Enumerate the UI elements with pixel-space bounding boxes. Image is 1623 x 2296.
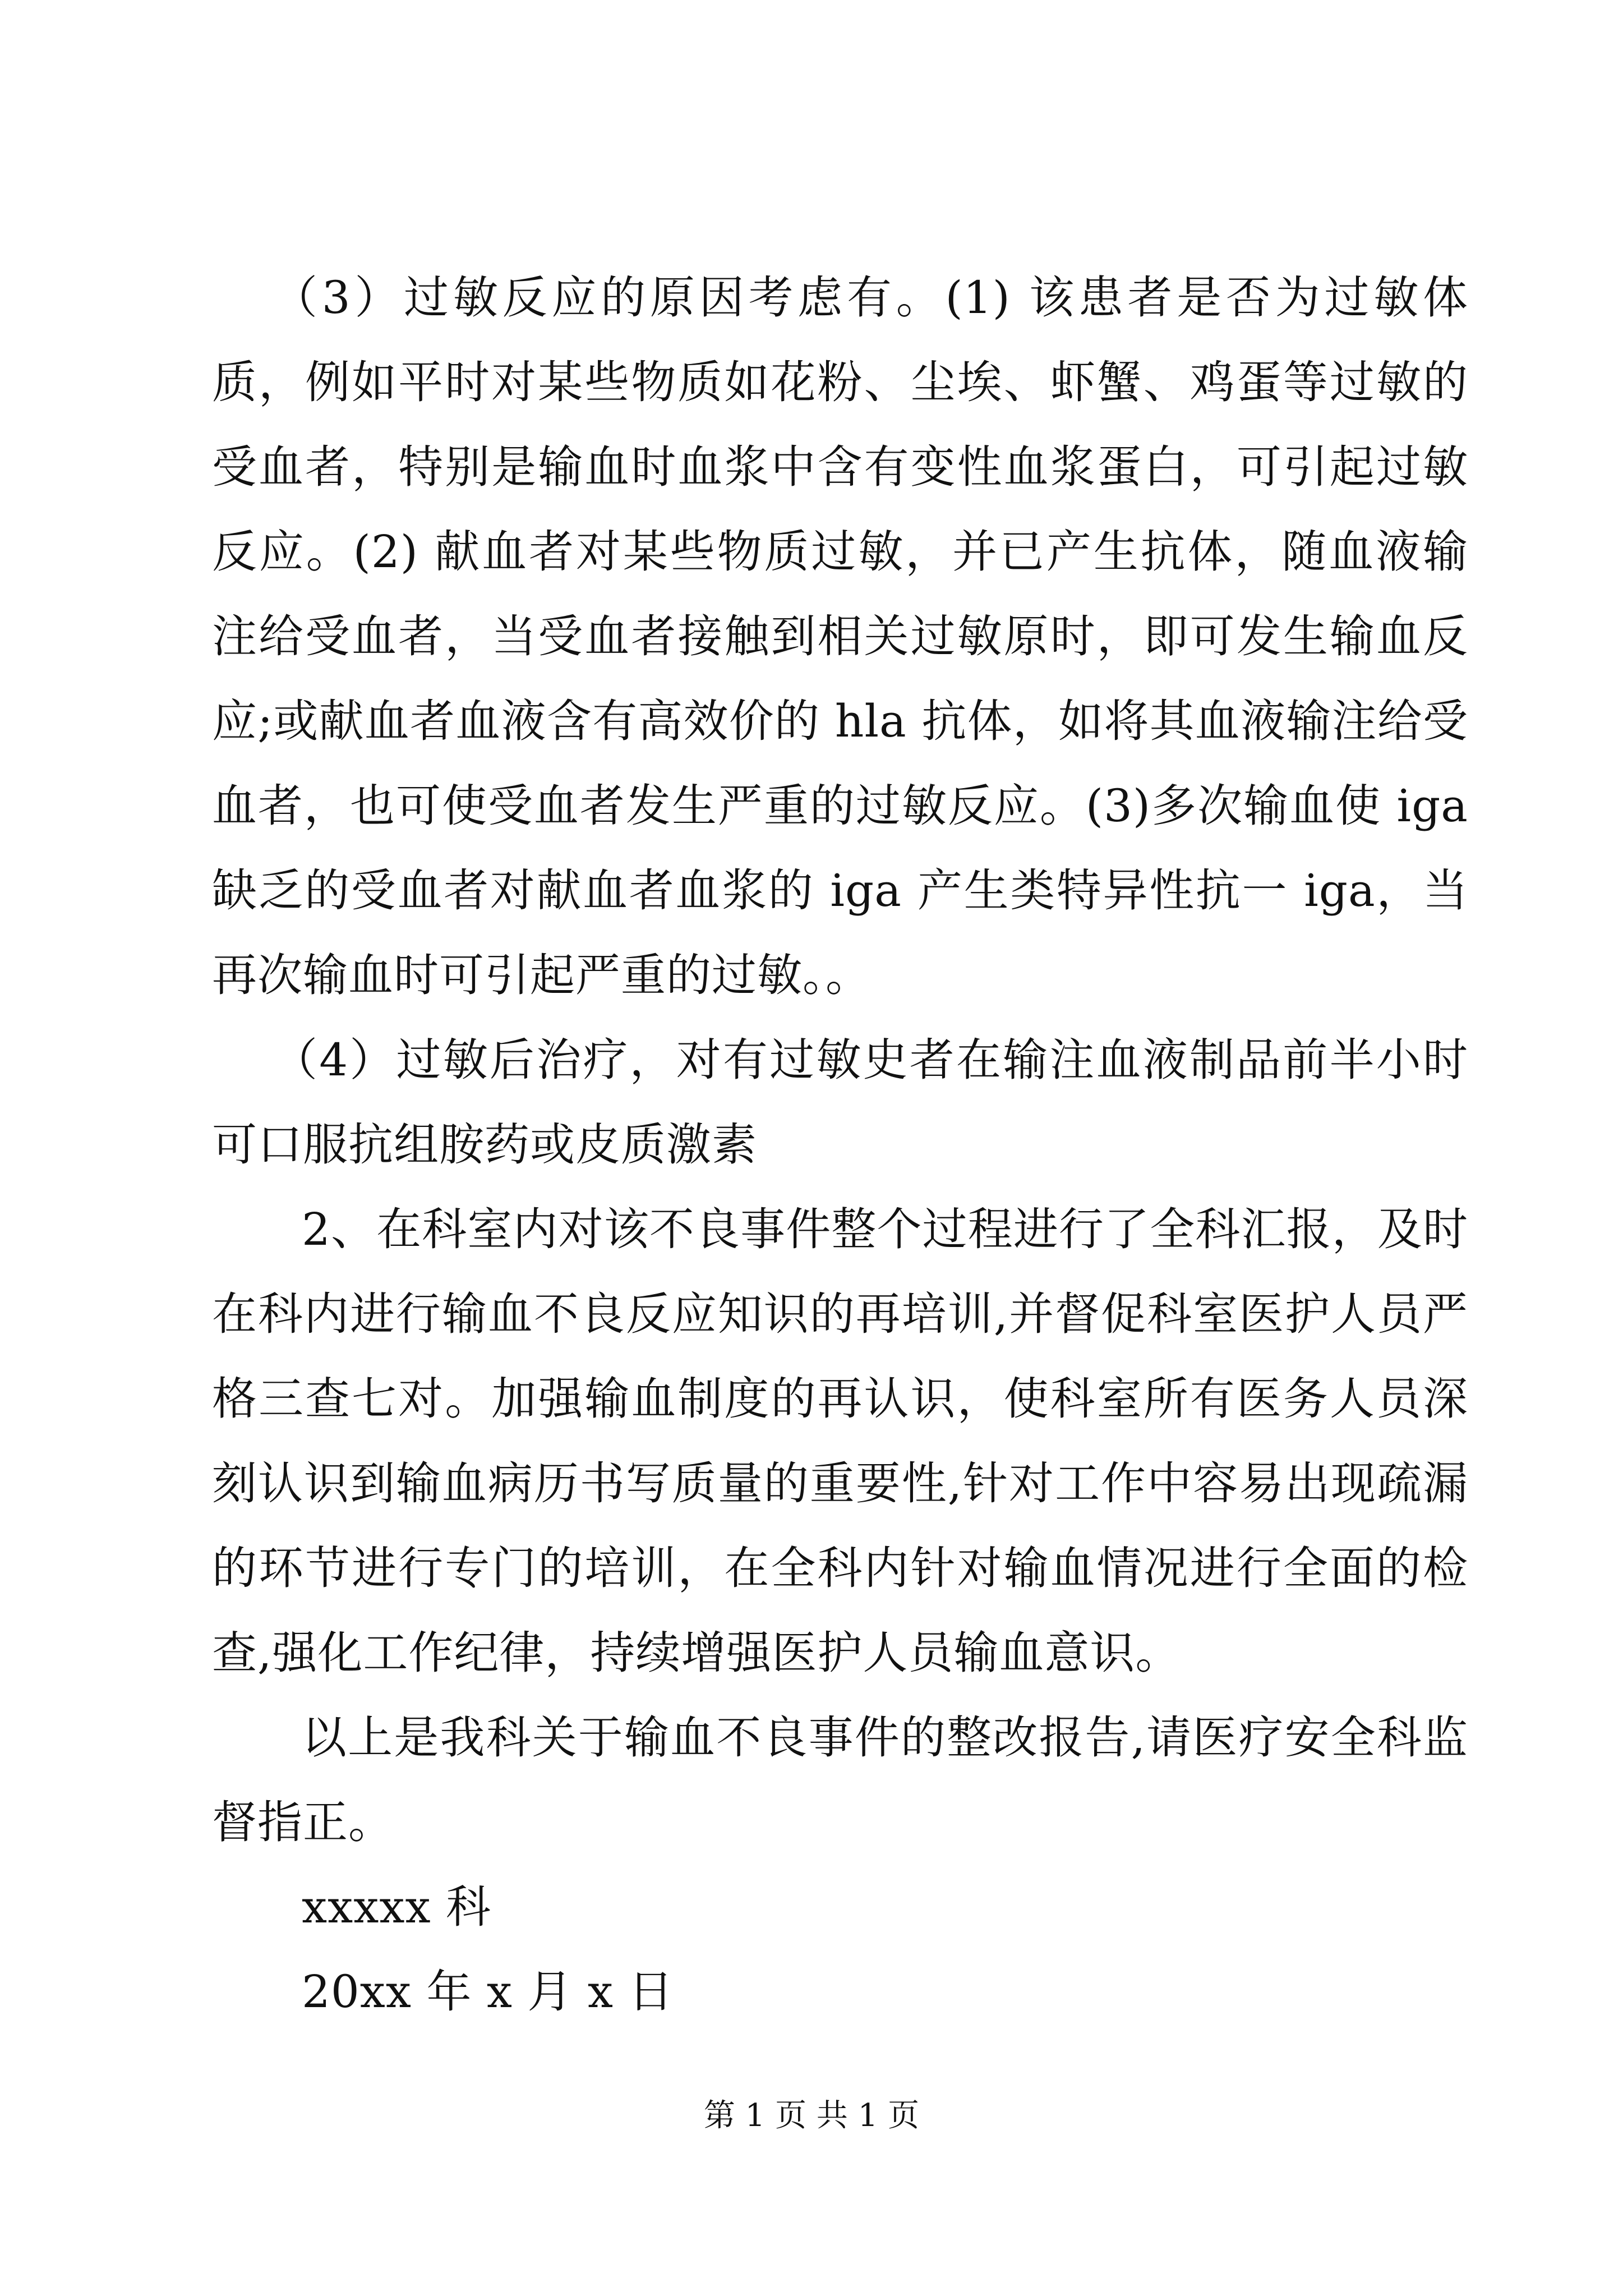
- page-footer: 第 1 页 共 1 页: [703, 2097, 920, 2134]
- paragraph-closing: 以上是我科关于输血不良事件的整改报告,请医疗安全科监督指正。: [212, 1711, 1468, 1848]
- signature-date: 20xx 年 x 月 x 日: [302, 1966, 674, 2018]
- paragraph-department-measures: 2、在科室内对该不良事件整个过程进行了全科汇报，及时在科内进行输血不良反应知识的再培训,并督促科室医护人员严格三查七对。加强输血制度的再认识，使科室所有医务人员深刻认识到输血病历书写质量的重要性,针对工作中容易出现疏漏的环节进行专门的培训，在全科内针对输血情况进行全面的检查,强化工作纪律，持续增强医护人员输血意识。: [212, 1203, 1468, 1679]
- paragraph-allergy-treatment: （4）过敏后治疗，对有过敏史者在输注血液制品前半小时可口服抗组胺药或皮质激素: [212, 1034, 1468, 1171]
- paragraph-allergy-causes: （3）过敏反应的原因考虑有。(1) 该患者是否为过敏体质，例如平时对某些物质如花粉、尘埃、虾蟹、鸡蛋等过敏的受血者，特别是输血时血浆中含有变性血浆蛋白，可引起过敏反应。(2) 献血者对某些物质过敏，并已产生抗体，随血液输注给受血者，当受血者接触到相关过敏原时，即可发生输血反应;或献血者血液含有高效价的 hla 抗体，如将其血液输注给受血者，也可使受血者发生严重的过敏反应。(3)多次输血使 iga 缺乏的受血者对献血者血浆的 iga 产生类特异性抗一 iga，当再次输血时可引起严重的过敏。。: [212, 272, 1468, 1001]
- document-body: [212, 255, 1468, 2034]
- signature-department: xxxxx 科: [302, 1881, 492, 1933]
